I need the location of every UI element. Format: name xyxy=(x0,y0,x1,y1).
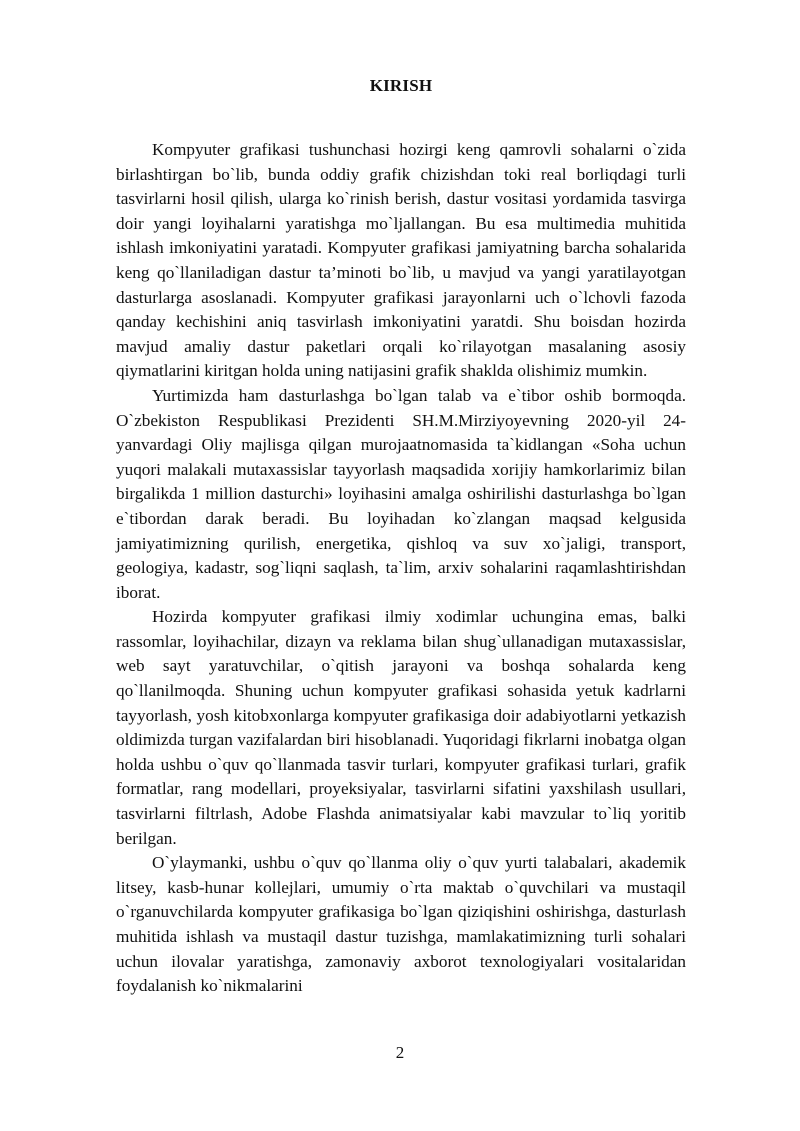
paragraph-intro: Kompyuter grafikasi tushunchasi hozirgi keng qamrovli sohalarni o`zida birlashtirgan bo`lib, bunda oddiy grafik chizishdan toki real borliqdagi turli tasvirlarni hosil qilish, ularga ko`rinish berish, dastur vositasi yordamida tasvirga doir yangi loyihalarni yaratishga mo`ljallangan. Bu esa multimedia muhitida ishlash imkoniyatini yaratadi. Kompyuter grafikasi jamiyatning barcha sohalarida keng qo`llaniladigan dastur ta’minoti bo`lib, u mavjud va yangi yaratilayotgan dasturlarga asoslanadi. Kompyuter grafikasi jarayonlarni uch o`lchovli fazoda qanday kechishini aniq tasvirlash imkoniyatini yaratdi. Shu boisdan hozirda mavjud amaliy dastur paketlari orqali ko`rilayotgan masalaning asosiy qiymatlarini kiritgan holda uning natijasini grafik shaklda olishimiz mumkin. xyxy=(116,140,686,381)
paragraph-graphics-usage: Hozirda kompyuter grafikasi ilmiy xodimlar uchungina emas, balki rassomlar, loyihachilar, dizayn va reklama bilan shug`ullanadigan mutaxassislar, web sayt yaratuvchilar, o`qitish jarayoni va boshqa sohalarda keng qo`llanilmoqda. Shuning uchun kompyuter grafikasi sohasida yetuk kadrlarni tayyorlash, yosh kitobxonlarga kompyuter grafikasiga doir adabiyotlarni yetkazish oldimizda turgan vazifalardan biri hisoblanadi. Yuqoridagi fikrlarni inobatga olgan holda ushbu o`quv qo`llanmada tasvir turlari, kompyuter grafikasi turlari, grafik formatlar, rang modellari, proyeksiyalar, tasvirlarni sifatini yaxshilash usullari, tasvirlarni filtrlash, Adobe Flashda animatsiyalar kabi mavzular to`liq yoritib berilgan. xyxy=(116,607,686,848)
paragraph-manual-purpose: O`ylaymanki, ushbu o`quv qo`llanma oliy o`quv yurti talabalari, akademik litsey, kasb-hunar kollejlari, umumiy o`rta maktab o`quvchilari va mustaqil o`rganuvchilarda kompyuter grafikasiga bo`lgan qiziqishini oshirishga, dasturlash muhitida ishlash va mustaqil dastur tuzishga, mamlakatimizning turli sohalari uchun ilovalar yaratishga, zamonaviy axborot texnologiyalari vositalaridan foydalanish ko`nikmalarini xyxy=(116,853,686,996)
paragraph-programming-demand: Yurtimizda ham dasturlashga bo`lgan talab va e`tibor oshib bormoqda. O`zbekiston Respublikasi Prezidenti SH.M.Mirziyoyevning 2020-yil 24-yanvardagi Oliy majlisga qilgan murojaatnomasida ta`kidlangan «Soha uchun yuqori malakali mutaxassislar tayyorlash maqsadida xorijiy hamkorlarimiz bilan birgalikda 1 million dasturchi» loyihasini amalga oshirilishi dasturlashga bo`lgan e`tibordan darak beradi. Bu loyihadan ko`zlangan maqsad kelgusida jamiyatimizning qurilish, energetika, qishloq va suv xo`jaligi, transport, geologiya, kadastr, sog`liqni saqlash, ta`lim, arxiv sohalarini raqamlashtirishdan iborat. xyxy=(116,385,686,602)
section-heading: KIRISH xyxy=(369,76,433,95)
document-page xyxy=(116,74,686,999)
page-number: 2 xyxy=(395,1043,405,1062)
